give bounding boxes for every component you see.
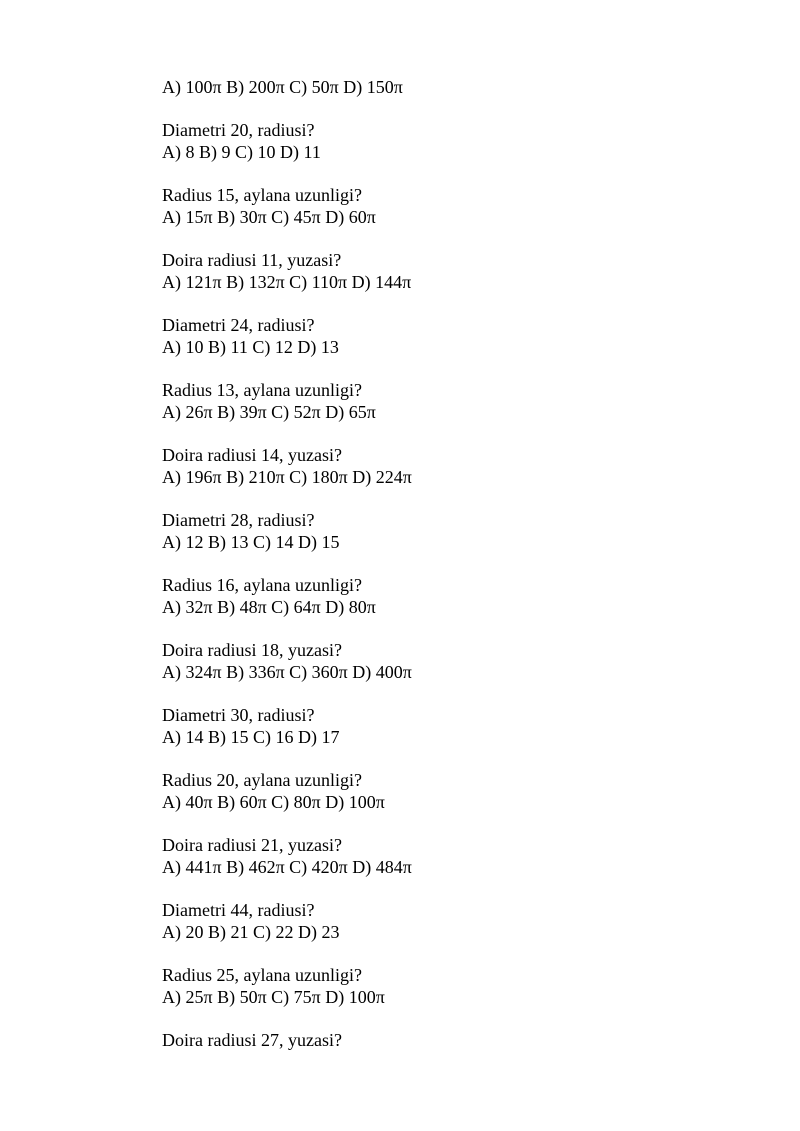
answer-options: A) 26π B) 39π C) 52π D) 65π <box>162 402 376 422</box>
question-list <box>162 76 722 1072</box>
question-block <box>162 314 722 358</box>
question-text: Diametri 30, radiusi? <box>162 705 315 725</box>
answer-options: A) 40π B) 60π C) 80π D) 100π <box>162 792 385 812</box>
question-text: Diametri 44, radiusi? <box>162 900 315 920</box>
answer-options: A) 32π B) 48π C) 64π D) 80π <box>162 597 376 617</box>
question-text: Radius 15, aylana uzunligi? <box>162 185 362 205</box>
question-block <box>162 834 722 878</box>
answer-options: A) 196π B) 210π C) 180π D) 224π <box>162 467 412 487</box>
question-block <box>162 639 722 683</box>
question-block-last <box>162 1029 722 1051</box>
answer-options: A) 8 B) 9 C) 10 D) 11 <box>162 142 321 162</box>
question-text: Doira radiusi 11, yuzasi? <box>162 250 342 270</box>
question-text: Radius 20, aylana uzunligi? <box>162 770 362 790</box>
answer-options: A) 12 B) 13 C) 14 D) 15 <box>162 532 340 552</box>
question-block <box>162 184 722 228</box>
question-block <box>162 379 722 423</box>
question-text: Diametri 28, radiusi? <box>162 510 315 530</box>
first-options: A) 100π B) 200π C) 50π D) 150π <box>162 77 403 97</box>
question-text: Doira radiusi 18, yuzasi? <box>162 640 342 660</box>
question-block <box>162 444 722 488</box>
answer-options: A) 324π B) 336π C) 360π D) 400π <box>162 662 412 682</box>
answer-options: A) 20 B) 21 C) 22 D) 23 <box>162 922 340 942</box>
answer-options: A) 15π B) 30π C) 45π D) 60π <box>162 207 376 227</box>
question-text: Radius 13, aylana uzunligi? <box>162 380 362 400</box>
answer-options: A) 121π B) 132π C) 110π D) 144π <box>162 272 412 292</box>
question-text: Diametri 24, radiusi? <box>162 315 315 335</box>
question-text: Doira radiusi 27, yuzasi? <box>162 1030 342 1050</box>
question-block <box>162 964 722 1008</box>
question-block <box>162 769 722 813</box>
question-text: Diametri 20, radiusi? <box>162 120 315 140</box>
question-block <box>162 249 722 293</box>
answer-options: A) 10 B) 11 C) 12 D) 13 <box>162 337 339 357</box>
question-block <box>162 899 722 943</box>
question-text: Doira radiusi 21, yuzasi? <box>162 835 342 855</box>
question-block <box>162 119 722 163</box>
question-block <box>162 704 722 748</box>
question-text: Radius 25, aylana uzunligi? <box>162 965 362 985</box>
question-text: Radius 16, aylana uzunligi? <box>162 575 362 595</box>
answer-options: A) 25π B) 50π C) 75π D) 100π <box>162 987 385 1007</box>
question-block <box>162 509 722 553</box>
question-block <box>162 574 722 618</box>
answer-options: A) 14 B) 15 C) 16 D) 17 <box>162 727 340 747</box>
question-text: Doira radiusi 14, yuzasi? <box>162 445 342 465</box>
answer-options: A) 441π B) 462π C) 420π D) 484π <box>162 857 412 877</box>
